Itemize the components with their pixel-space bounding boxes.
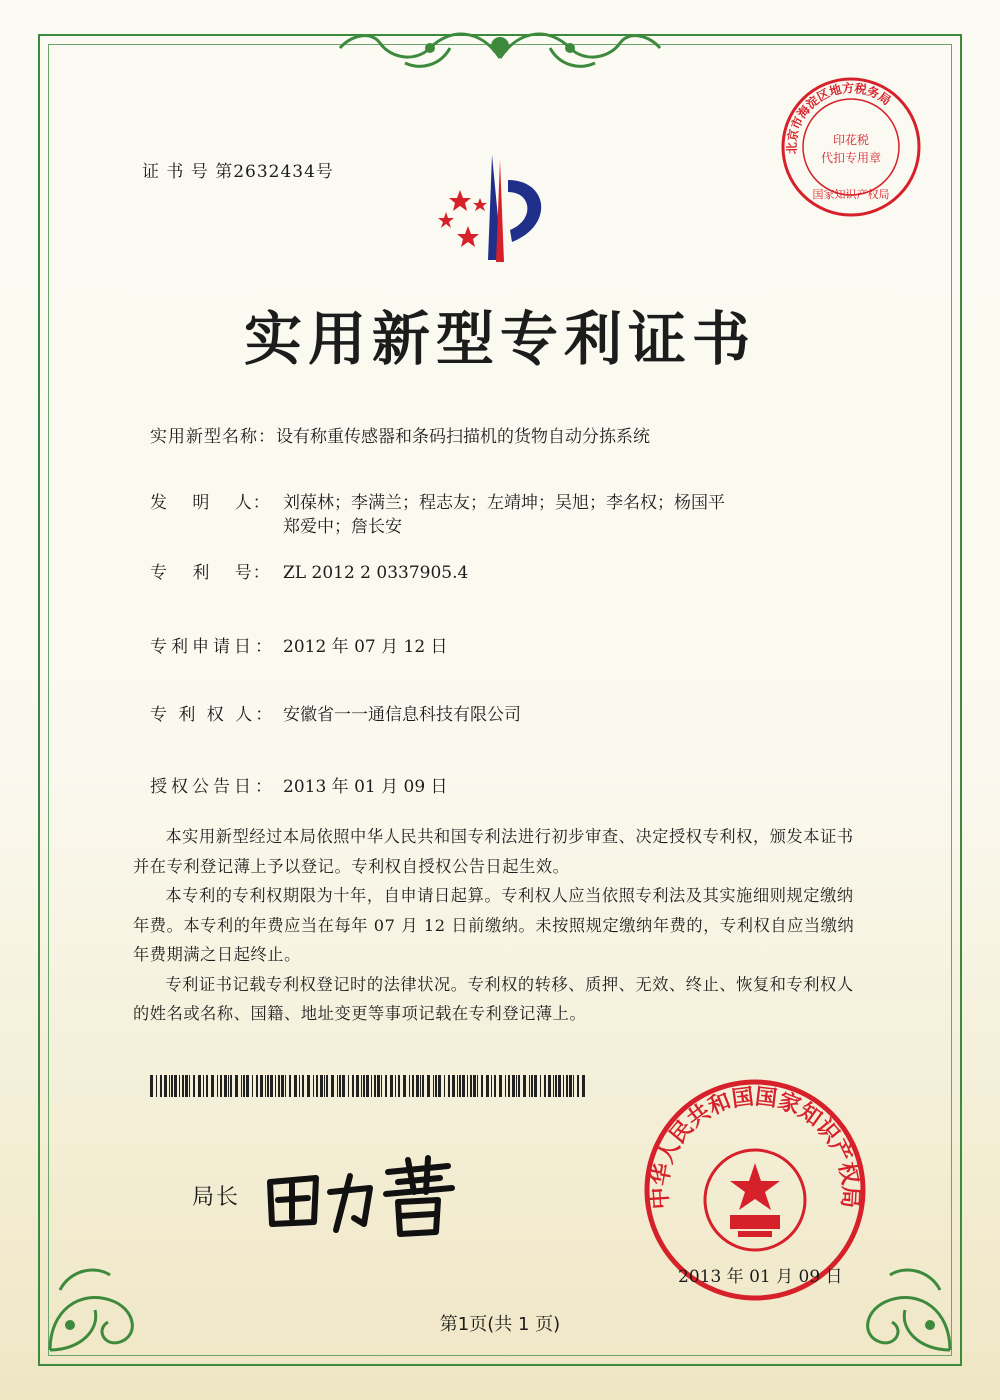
barcode-bar bbox=[366, 1075, 369, 1097]
barcode-bar bbox=[337, 1075, 338, 1097]
barcode-bar bbox=[566, 1075, 568, 1097]
barcode-bar bbox=[494, 1075, 496, 1097]
barcode-bar bbox=[467, 1075, 468, 1097]
barcode-bar bbox=[342, 1075, 345, 1097]
barcode-bar bbox=[577, 1075, 579, 1097]
barcode-bar bbox=[544, 1075, 546, 1097]
filing-date-label: 专利申请日： bbox=[150, 637, 276, 657]
patentee-label: 专 利 权 人： bbox=[150, 705, 276, 725]
utility-model-name-label: 实用新型名称： bbox=[150, 427, 276, 447]
barcode-bar bbox=[265, 1075, 266, 1097]
barcode-bar bbox=[294, 1075, 297, 1097]
barcode-bar bbox=[540, 1075, 541, 1097]
barcode-bar bbox=[553, 1075, 554, 1097]
patent-number-label: 专 利 号： bbox=[150, 563, 271, 583]
barcode-bar bbox=[558, 1075, 561, 1097]
barcode-bar bbox=[361, 1075, 362, 1097]
grant-date-label: 授权公告日： bbox=[150, 777, 276, 797]
tax-stamp-center-2: 代扣专用章 bbox=[820, 151, 882, 165]
filing-date-row bbox=[150, 632, 448, 657]
barcode-bar bbox=[224, 1075, 227, 1097]
barcode-bar bbox=[169, 1075, 170, 1097]
body-paragraph-1: 本实用新型经过本局依照中华人民共和国专利法进行初步审查、决定授权专利权，颁发本证书并在专利登记薄上予以登记。专利权自授权公告日起生效。 bbox=[133, 827, 854, 876]
barcode-bar bbox=[182, 1075, 184, 1097]
patent-number-value: ZL 2012 2 0337905.4 bbox=[283, 563, 469, 583]
seal-date: 2013 年 01 月 09 日 bbox=[678, 1267, 843, 1287]
barcode-bar bbox=[275, 1075, 276, 1097]
barcode-bar bbox=[569, 1075, 572, 1097]
barcode-bar bbox=[573, 1075, 574, 1097]
barcode-bar bbox=[150, 1075, 153, 1097]
tax-stamp-seal bbox=[776, 72, 926, 222]
barcode-bar bbox=[281, 1075, 284, 1097]
top-ornament bbox=[330, 18, 670, 78]
barcode-bar bbox=[531, 1075, 533, 1097]
barcode-bar bbox=[534, 1075, 537, 1097]
body-paragraph-2: 本专利的专利权期限为十年，自申请日起算。专利权人应当依照专利法及其实施细则规定缴纳年费。本专利的年费应当在每年 07 月 12 日前缴纳。未按照规定缴纳年费的，专利权自应当缴纳年费期满之日起终止。 bbox=[133, 886, 855, 964]
page-title: 实用新型专利证书 bbox=[243, 305, 756, 373]
barcode-bar bbox=[299, 1075, 300, 1097]
barcode-bar bbox=[505, 1075, 506, 1097]
barcode-bar bbox=[516, 1075, 517, 1097]
barcode-bar bbox=[473, 1075, 476, 1097]
barcode-bar bbox=[512, 1075, 515, 1097]
barcode-bar bbox=[339, 1075, 341, 1097]
barcode-bar bbox=[270, 1075, 273, 1097]
barcode-bar bbox=[491, 1075, 492, 1097]
certificate-number-value: 第2632434号 bbox=[215, 162, 334, 182]
barcode-bar bbox=[174, 1075, 177, 1097]
barcode-bar bbox=[438, 1075, 441, 1097]
utility-model-name-row bbox=[150, 422, 650, 447]
barcode-bar bbox=[444, 1075, 445, 1097]
barcode-bar bbox=[164, 1075, 167, 1097]
inventor-value-line1: 刘葆林；李满兰；程志友；左靖坤；吴旭；李名权；杨国平 bbox=[283, 493, 725, 513]
barcode-bar bbox=[398, 1075, 400, 1097]
barcode-bar bbox=[156, 1075, 157, 1097]
barcode-bar bbox=[381, 1075, 382, 1097]
inventor-label: 发 明 人： bbox=[150, 493, 271, 513]
barcode-bar bbox=[331, 1075, 334, 1097]
barcode-bar bbox=[316, 1075, 318, 1097]
inventor-value-line2: 郑爱中；詹长安 bbox=[283, 517, 402, 537]
barcode-bar bbox=[324, 1075, 325, 1097]
barcode-bar bbox=[171, 1075, 173, 1097]
barcode-bar bbox=[185, 1075, 188, 1097]
barcode-bar bbox=[548, 1075, 551, 1097]
grant-date-value: 2013 年 01 月 09 日 bbox=[283, 777, 448, 797]
barcode-bar bbox=[203, 1075, 204, 1097]
tax-stamp-ring-text: 北京市海淀区地方税务局 bbox=[784, 81, 894, 155]
certificate-body bbox=[133, 822, 863, 1029]
barcode-bar bbox=[256, 1075, 258, 1097]
barcode-bar bbox=[529, 1075, 530, 1097]
barcode-bar bbox=[289, 1075, 291, 1097]
barcode-bar bbox=[211, 1075, 214, 1097]
body-paragraph-3: 专利证书记载专利权登记时的法律状况。专利权的转移、质押、无效、终止、恢复和专利权人的姓名或名称、国籍、地址变更等事项记载在专利登记薄上。 bbox=[133, 974, 854, 1023]
tax-stamp-bottom-text: 国家知识产权局 bbox=[812, 188, 890, 201]
barcode-bar bbox=[508, 1075, 510, 1097]
filing-date-value: 2012 年 07 月 12 日 bbox=[283, 637, 448, 657]
barcode-bar bbox=[420, 1075, 421, 1097]
barcode-bar bbox=[470, 1075, 472, 1097]
barcode-bar bbox=[563, 1075, 564, 1097]
barcode-bar bbox=[352, 1075, 354, 1097]
barcode-bar bbox=[448, 1075, 450, 1097]
bottom-left-ornament bbox=[40, 1230, 180, 1360]
barcode-bar bbox=[403, 1075, 406, 1097]
barcode-bar bbox=[477, 1075, 478, 1097]
barcode-bar bbox=[302, 1075, 304, 1097]
seal-ring-text: 中华人民共和国国家知识产权局 bbox=[646, 1083, 864, 1211]
patent-number-row bbox=[150, 558, 468, 583]
director-signature bbox=[258, 1152, 458, 1242]
barcode-bar bbox=[230, 1075, 232, 1097]
barcode-bar bbox=[320, 1075, 323, 1097]
barcode-bar bbox=[377, 1075, 380, 1097]
barcode bbox=[150, 1075, 590, 1097]
barcode-bar bbox=[435, 1075, 437, 1097]
barcode-bar bbox=[252, 1075, 253, 1097]
barcode-bar bbox=[459, 1075, 461, 1097]
barcode-bar bbox=[198, 1075, 201, 1097]
barcode-bar bbox=[422, 1075, 424, 1097]
utility-model-name-value: 设有称重传感器和条码扫描机的货物自动分拣系统 bbox=[276, 427, 650, 447]
barcode-bar bbox=[374, 1075, 376, 1097]
barcode-bar bbox=[278, 1075, 280, 1097]
barcode-bar bbox=[371, 1075, 372, 1097]
barcode-bar bbox=[193, 1075, 195, 1097]
barcode-bar bbox=[582, 1075, 585, 1097]
barcode-bar bbox=[267, 1075, 269, 1097]
certificate-number bbox=[142, 157, 334, 182]
barcode-bar bbox=[235, 1075, 238, 1097]
barcode-bar bbox=[427, 1075, 430, 1097]
barcode-bar bbox=[416, 1075, 419, 1097]
barcode-bar bbox=[260, 1075, 263, 1097]
barcode-bar bbox=[481, 1075, 483, 1097]
barcode-bar bbox=[409, 1075, 410, 1097]
barcode-bar bbox=[486, 1075, 489, 1097]
barcode-bar bbox=[348, 1075, 349, 1097]
barcode-bar bbox=[390, 1075, 393, 1097]
barcode-bar bbox=[179, 1075, 180, 1097]
barcode-bar bbox=[228, 1075, 229, 1097]
tax-stamp-center-1: 印花税 bbox=[832, 133, 870, 147]
patentee-value: 安徽省一一通信息科技有限公司 bbox=[283, 705, 521, 725]
barcode-bar bbox=[457, 1075, 458, 1097]
barcode-bar bbox=[313, 1075, 314, 1097]
barcode-bar bbox=[326, 1075, 328, 1097]
barcode-bar bbox=[462, 1075, 465, 1097]
barcode-bar bbox=[523, 1075, 526, 1097]
barcode-bar bbox=[555, 1075, 557, 1097]
patent-office-logo bbox=[430, 150, 560, 270]
grant-date-row bbox=[150, 772, 448, 797]
barcode-bar bbox=[220, 1075, 222, 1097]
barcode-bar bbox=[241, 1075, 242, 1097]
certificate-number-label: 证 书 号 bbox=[142, 162, 209, 182]
barcode-bar bbox=[217, 1075, 218, 1097]
barcode-bar bbox=[412, 1075, 414, 1097]
barcode-bar bbox=[246, 1075, 249, 1097]
barcode-bar bbox=[385, 1075, 387, 1097]
barcode-bar bbox=[433, 1075, 434, 1097]
director-label: 局长 bbox=[192, 1185, 241, 1210]
inventor-row bbox=[150, 488, 725, 513]
barcode-bar bbox=[518, 1075, 520, 1097]
barcode-bar bbox=[363, 1075, 365, 1097]
barcode-bar bbox=[356, 1075, 359, 1097]
barcode-bar bbox=[499, 1075, 502, 1097]
barcode-bar bbox=[206, 1075, 208, 1097]
barcode-bar bbox=[452, 1075, 455, 1097]
barcode-bar bbox=[395, 1075, 396, 1097]
barcode-bar bbox=[189, 1075, 190, 1097]
patentee-row bbox=[150, 700, 521, 725]
barcode-bar bbox=[243, 1075, 245, 1097]
barcode-bar bbox=[285, 1075, 286, 1097]
barcode-bar bbox=[160, 1075, 162, 1097]
page-number: 第1页(共 1 页) bbox=[439, 1314, 561, 1335]
barcode-bar bbox=[307, 1075, 310, 1097]
